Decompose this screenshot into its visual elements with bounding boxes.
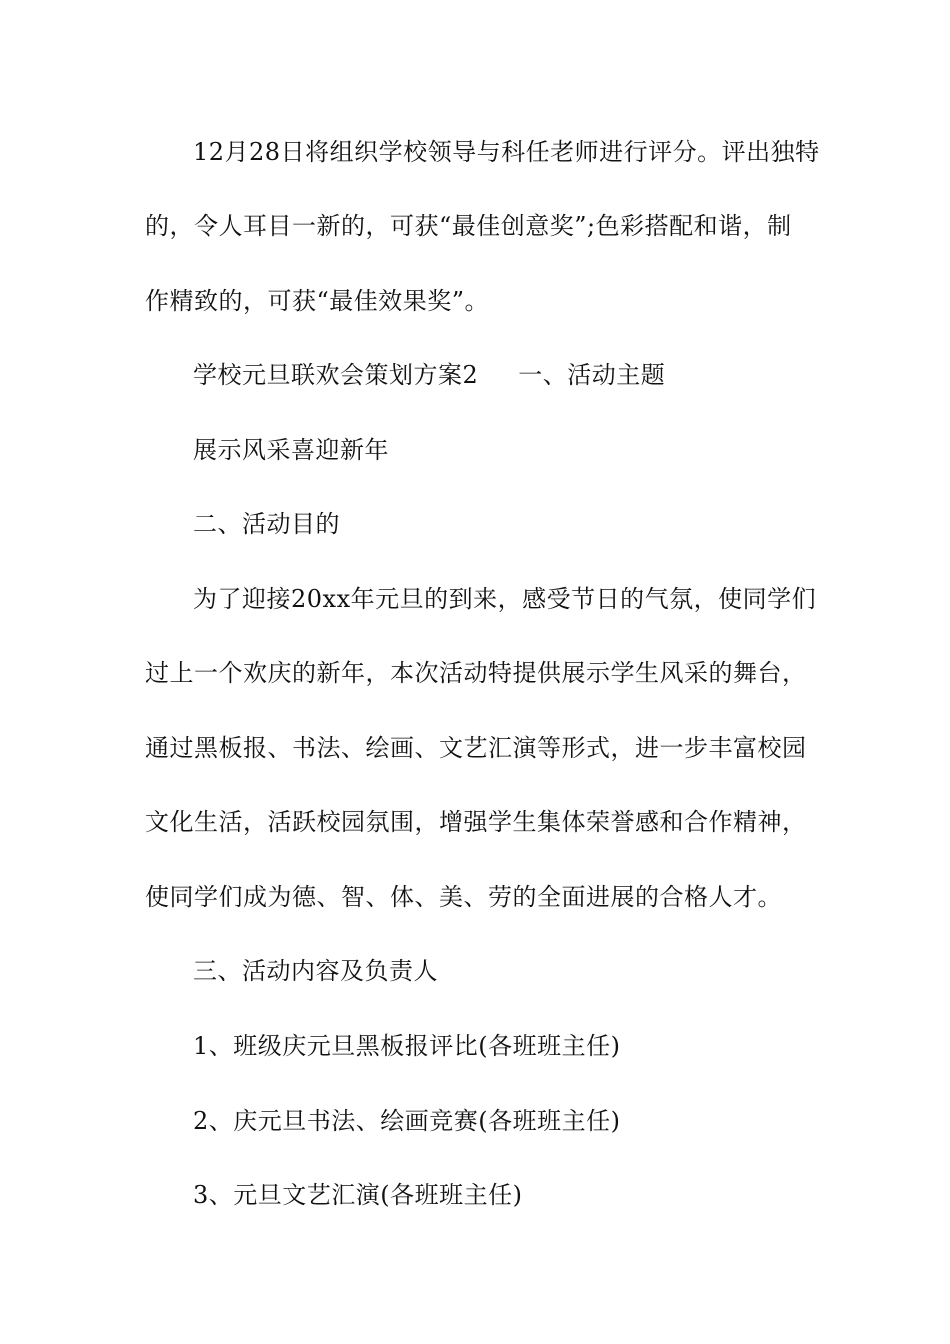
paragraph-line: 12月28日将组织学校领导与科任老师进行评分。评出独特	[193, 138, 820, 166]
paragraph-line: 的，令人耳目一新的，可获“最佳创意奖”;色彩搭配和谐，制	[145, 212, 792, 240]
paragraph-line: 文化生活，活跃校园氛围，增强学生集体荣誉感和合作精神，	[145, 808, 807, 836]
section-heading: 三、活动内容及负责人	[193, 957, 438, 985]
document-title: 学校元旦联欢会策划方案2	[193, 361, 479, 389]
paragraph-line: 过上一个欢庆的新年，本次活动特提供展示学生风采的舞台，	[145, 659, 807, 687]
paragraph-line: 使同学们成为德、智、体、美、劳的全面进展的合格人才。	[145, 883, 782, 911]
paragraph-line: 为了迎接20xx年元旦的到来，感受节日的气氛，使同学们	[193, 585, 817, 613]
theme-text: 展示风采喜迎新年	[193, 436, 389, 464]
list-item: 3、元旦文艺汇演(各班班主任)	[193, 1181, 523, 1209]
list-item: 2、庆元旦书法、绘画竞赛(各班班主任)	[193, 1107, 621, 1135]
list-item: 1、班级庆元旦黑板报评比(各班班主任)	[193, 1032, 621, 1060]
section-heading-line	[193, 360, 825, 390]
section-heading: 二、活动目的	[193, 510, 340, 538]
paragraph-line: 作精致的，可获“最佳效果奖”。	[145, 287, 490, 315]
paragraph-line: 通过黑板报、书法、绘画、文艺汇演等形式，进一步丰富校园	[145, 734, 807, 762]
section-heading: 一、活动主题	[518, 361, 666, 389]
